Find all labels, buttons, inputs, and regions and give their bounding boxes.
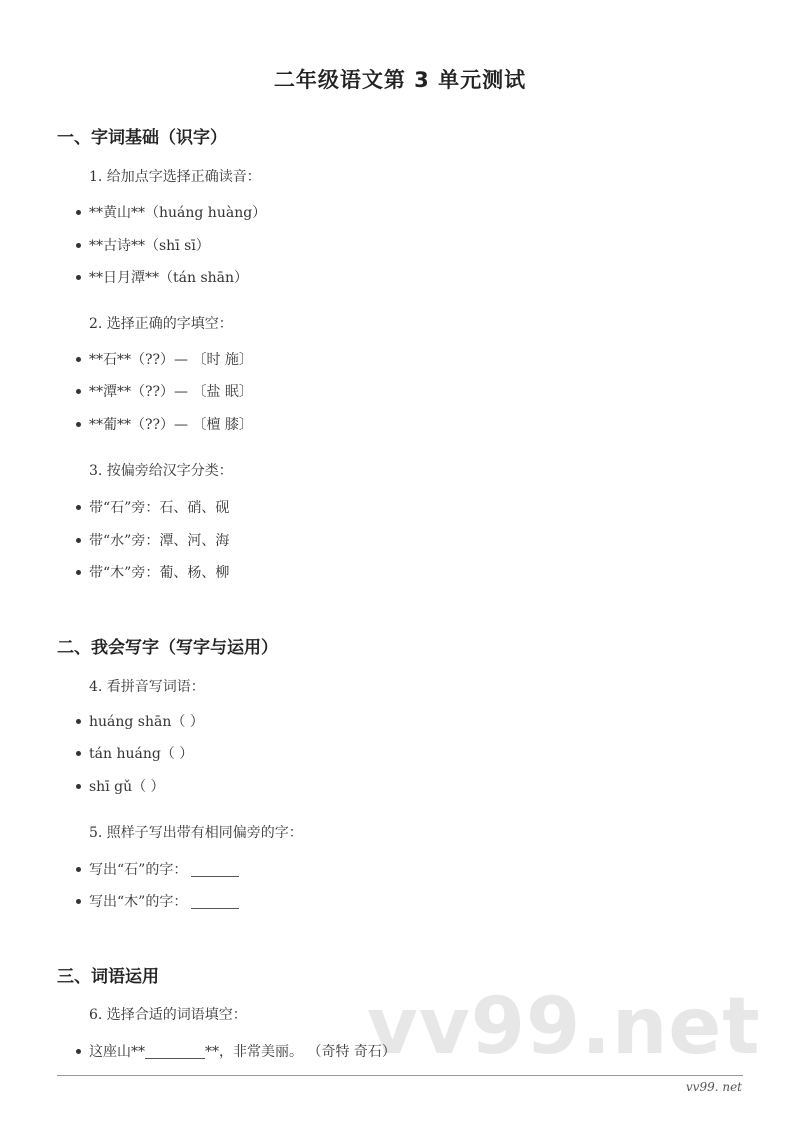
- list-item: huáng shān（ ）: [76, 711, 204, 731]
- bullet-icon: [76, 784, 81, 789]
- bullet-icon: [76, 751, 81, 756]
- section-heading-3: 三、词语运用: [57, 967, 159, 987]
- list-item: **潭**（??）— 〔盐 眠〕: [76, 381, 253, 401]
- footer-divider: [57, 1075, 743, 1076]
- answer-blank[interactable]: [191, 862, 239, 877]
- bullet-icon: [76, 538, 81, 543]
- list-item: 写出“木”的字：: [76, 891, 239, 911]
- question-4-prompt: 4. 看拼音写词语：: [89, 679, 205, 695]
- answer-blank[interactable]: [191, 894, 239, 909]
- list-item: 带“木”旁：葡、杨、柳: [76, 562, 229, 582]
- page-title: 二年级语文第 3 单元测试: [273, 68, 527, 92]
- watermark: vv99.net: [367, 982, 761, 1072]
- section-heading-2: 二、我会写字（写字与运用）: [57, 638, 278, 658]
- list-item: 带“水”旁：潭、河、海: [76, 530, 229, 550]
- bullet-icon: [76, 357, 81, 362]
- list-item: **古诗**（shī sī）: [76, 235, 210, 255]
- bullet-icon: [76, 275, 81, 280]
- list-item: tán huáng（ ）: [76, 743, 193, 763]
- question-6-prompt: 6. 选择合适的词语填空：: [89, 1007, 247, 1023]
- answer-blank[interactable]: [145, 1044, 205, 1059]
- list-item: **葡**（??）— 〔檀 膝〕: [76, 414, 253, 434]
- section-heading-1: 一、字词基础（识字）: [57, 128, 227, 148]
- bullet-icon: [76, 422, 81, 427]
- question-5-prompt: 5. 照样子写出带有相同偏旁的字：: [89, 825, 303, 841]
- list-item: 带“石”旁：石、硝、砚: [76, 497, 229, 517]
- bullet-icon: [76, 389, 81, 394]
- list-item: **石**（??）— 〔时 施〕: [76, 349, 253, 369]
- bullet-icon: [76, 210, 81, 215]
- question-3-prompt: 3. 按偏旁给汉字分类：: [89, 463, 233, 479]
- bullet-icon: [76, 505, 81, 510]
- bullet-icon: [76, 719, 81, 724]
- list-item: 这座山** **，非常美丽。 （奇特 奇石）: [76, 1041, 396, 1061]
- list-item: **黄山**（huáng huàng）: [76, 202, 266, 222]
- bullet-icon: [76, 867, 81, 872]
- footer-site-label: vv99. net: [685, 1080, 742, 1094]
- bullet-icon: [76, 570, 81, 575]
- list-item: shī gǔ（ ）: [76, 776, 165, 796]
- list-item: **日月潭**（tán shān）: [76, 267, 248, 287]
- bullet-icon: [76, 899, 81, 904]
- bullet-icon: [76, 1049, 81, 1054]
- bullet-icon: [76, 243, 81, 248]
- question-2-prompt: 2. 选择正确的字填空：: [89, 316, 233, 332]
- question-1-prompt: 1. 给加点字选择正确读音：: [89, 169, 261, 185]
- list-item: 写出“石”的字：: [76, 859, 239, 879]
